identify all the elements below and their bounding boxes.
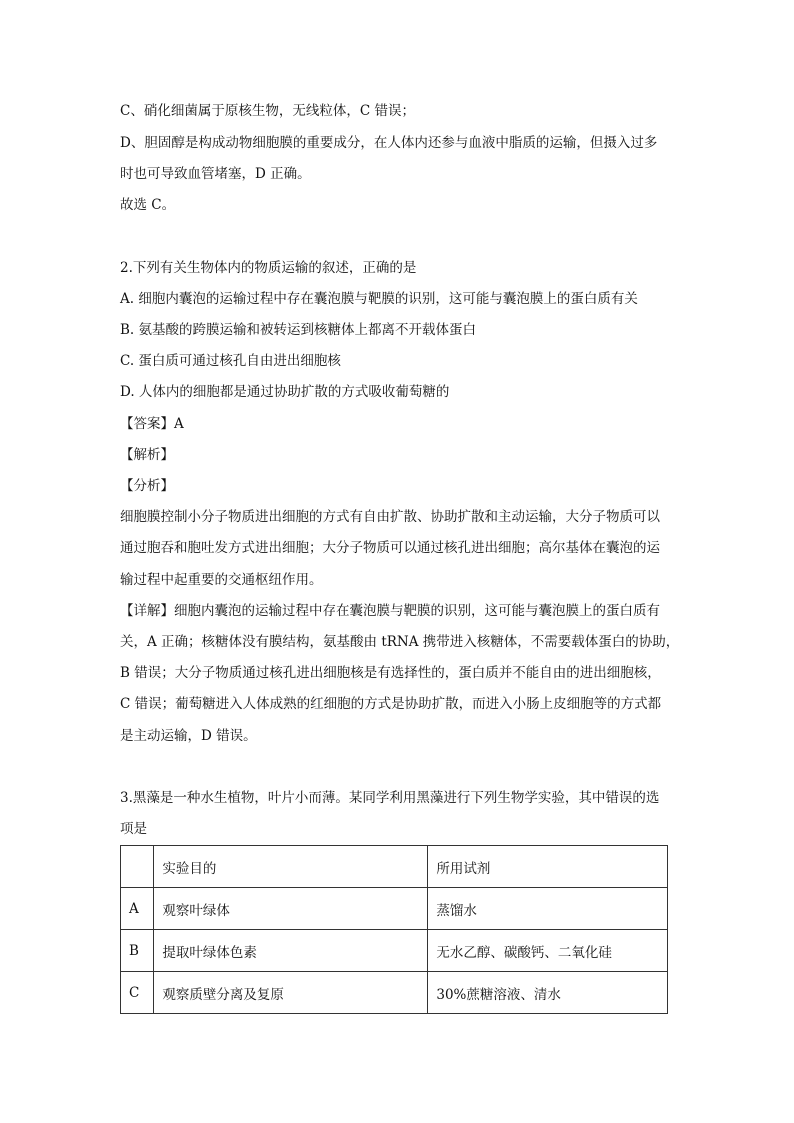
table-row xyxy=(121,930,668,972)
table-cell-reagent: 30%蔗糖溶液、清水 xyxy=(428,972,668,1014)
q2-detail-line1: 【详解】细胞内囊泡的运输过程中存在囊泡膜与靶膜的识别，这可能与囊泡膜上的蛋白质有 xyxy=(120,603,660,619)
table-header-cell xyxy=(121,846,154,888)
q1-option-c-explanation: C、硝化细菌属于原核生物，无线粒体，C 错误； xyxy=(120,103,415,119)
table-row xyxy=(121,888,668,930)
q2-option-c: C. 蛋白质可通过核孔自由进出细胞核 xyxy=(120,353,341,369)
table-header-cell: 所用试剂 xyxy=(428,846,668,888)
table-header-row xyxy=(121,846,668,888)
q2-answer: 【答案】A xyxy=(120,416,184,432)
table-cell-purpose: 观察叶绿体 xyxy=(154,888,428,930)
table-cell-reagent: 无水乙醇、碳酸钙、二氧化硅 xyxy=(428,930,668,972)
q2-detail-line2: 关，A 正确；核糖体没有膜结构，氨基酸由 tRNA 携带进入核糖体，不需要载体蛋白的协助， xyxy=(120,634,680,650)
table-cell-purpose: 提取叶绿体色素 xyxy=(154,930,428,972)
q2-option-b: B. 氨基酸的跨膜运输和被转运到核糖体上都离不开载体蛋白 xyxy=(120,322,477,338)
table-cell-option: C xyxy=(121,972,154,1014)
q2-detail-line4: C 错误；葡萄糖进入人体成熟的红细胞的方式是协助扩散，而进入小肠上皮细胞等的方式都 xyxy=(120,696,662,712)
table-cell-option: A xyxy=(121,888,154,930)
q2-detail-line5: 是主动运输，D 错误。 xyxy=(120,728,257,744)
q2-fenxi-line2: 通过胞吞和胞吐发方式进出细胞；大分子物质可以通过核孔进出细胞；高尔基体在囊泡的运 xyxy=(120,540,660,556)
table-row xyxy=(121,972,668,1014)
table-cell-reagent: 蒸馏水 xyxy=(428,888,668,930)
q1-option-d-explanation-line2: 时也可导致血管堵塞，D 正确。 xyxy=(120,166,311,182)
q1-option-d-explanation-line1: D、胆固醇是构成动物细胞膜的重要成分，在人体内还参与血液中脂质的运输，但摄入过多 xyxy=(120,135,658,151)
q2-fenxi-heading: 【分析】 xyxy=(120,478,174,494)
q2-fenxi-line3: 输过程中起重要的交通枢纽作用。 xyxy=(120,572,323,588)
q2-jiexi-heading: 【解析】 xyxy=(120,447,174,463)
q3-stem-line2: 项是 xyxy=(120,821,147,837)
q3-experiment-table xyxy=(120,845,668,1014)
q1-conclusion: 故选 C。 xyxy=(120,197,176,213)
table-header-cell: 实验目的 xyxy=(154,846,428,888)
q2-option-d: D. 人体内的细胞都是通过协助扩散的方式吸收葡萄糖的 xyxy=(120,384,450,400)
q2-fenxi-line1: 细胞膜控制小分子物质进出细胞的方式有自由扩散、协助扩散和主动运输，大分子物质可以 xyxy=(120,509,660,525)
q2-option-a: A. 细胞内囊泡的运输过程中存在囊泡膜与靶膜的识别，这可能与囊泡膜上的蛋白质有关 xyxy=(120,291,638,307)
q3-stem-line1: 3.黑藻是一种水生植物，叶片小而薄。某同学利用黑藻进行下列生物学实验，其中错误的选 xyxy=(120,790,660,806)
q2-detail-line3: B 错误；大分子物质通过核孔进出细胞核是有选择性的，蛋白质并不能自由的进出细胞核， xyxy=(120,665,661,681)
q2-stem: 2.下列有关生物体内的物质运输的叙述，正确的是 xyxy=(120,260,417,276)
table-cell-option: B xyxy=(121,930,154,972)
table-cell-purpose: 观察质壁分离及复原 xyxy=(154,972,428,1014)
